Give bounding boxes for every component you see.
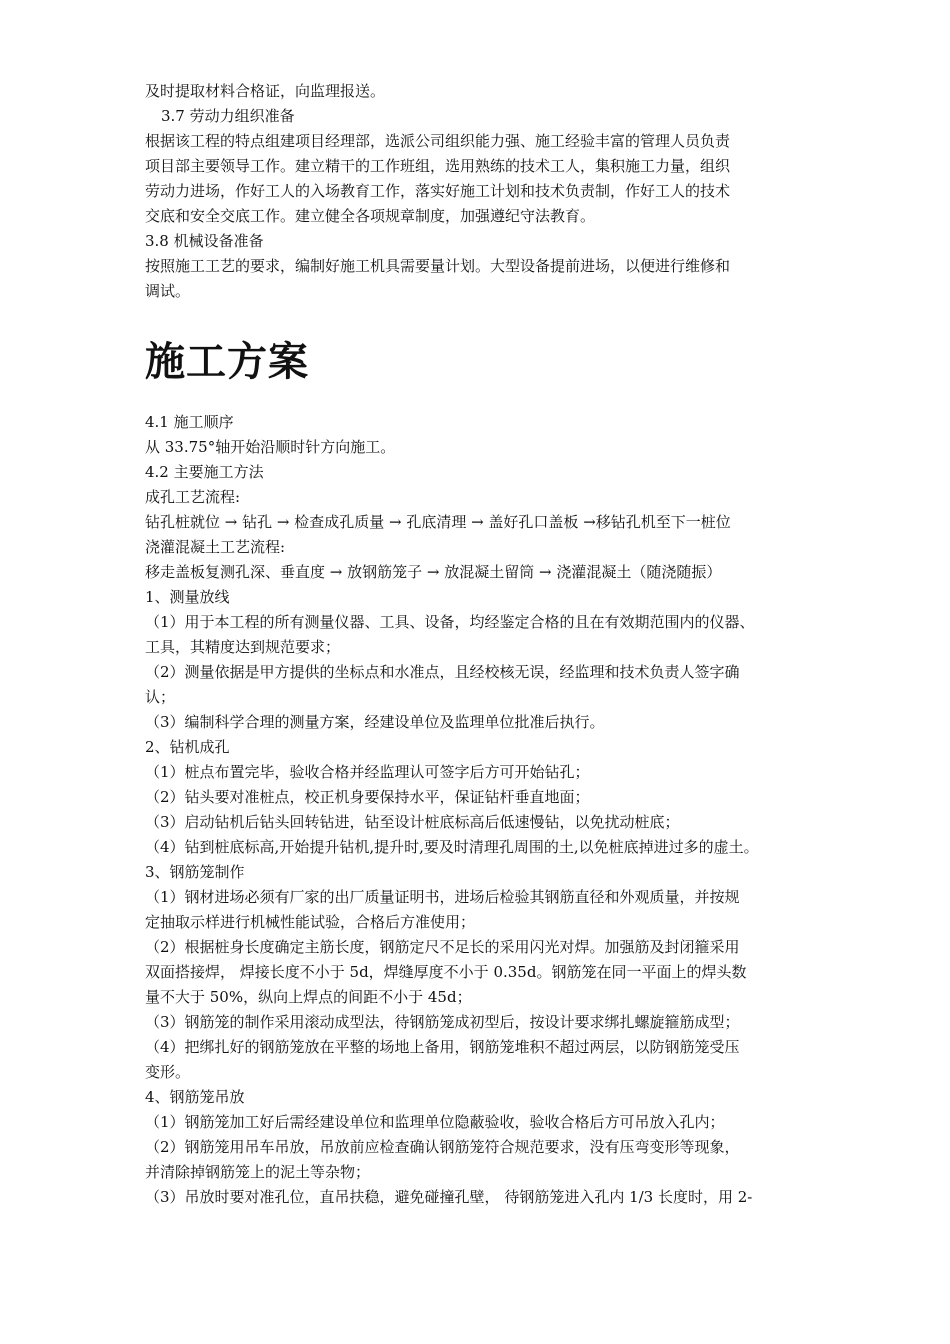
list-item: （2）根据桩身长度确定主筋长度，钢筋定尺不足长的采用闪光对焊。加强筋及封闭箍采用 (145, 938, 740, 956)
list-item: （1）钢材进场必须有厂家的出厂质量证明书，进场后检验其钢筋直径和外观质量，并按规 (145, 888, 740, 906)
subsection-heading: 3、钢筋笼制作 (145, 863, 245, 881)
list-item: （1）用于本工程的所有测量仪器、工具、设备，均经鉴定合格的且在有效期范围内的仪器、 (145, 613, 755, 631)
list-item: （2）钢筋笼用吊车吊放，吊放前应检查确认钢筋笼符合规范要求，没有压弯变形等现象， (145, 1138, 740, 1156)
list-item: （1）钢筋笼加工好后需经建设单位和监理单位隐蔽验收，验收合格后方可吊放入孔内； (145, 1113, 725, 1131)
paragraph-line: 劳动力进场，作好工人的入场教育工作，落实好施工计划和技术负责制，作好工人的技术 (145, 182, 731, 200)
list-item: （3）编制科学合理的测量方案，经建设单位及监理单位批准后执行。 (145, 713, 605, 731)
section-heading: 3.7 劳动力组织准备 (161, 107, 295, 125)
paragraph-line: 从 33.75°轴开始沿顺时针方向施工。 (145, 438, 396, 456)
paragraph-line: 根据该工程的特点组建项目经理部，选派公司组织能力强、施工经验丰富的管理人员负责 (145, 132, 731, 150)
list-item-continuation: 定抽取示样进行机械性能试验，合格后方准使用； (145, 913, 476, 931)
list-item: （3）启动钻机后钻头回转钻进，钻至设计桩底标高后低速慢钻，以免扰动桩底； (145, 813, 680, 831)
paragraph-line: 交底和安全交底工作。建立健全各项规章制度，加强遵纪守法教育。 (145, 207, 596, 225)
list-item-continuation: 量不大于 50%，纵向上焊点的间距不小于 45d； (145, 988, 472, 1006)
list-item: （2）钻头要对准桩点，校正机身要保持水平，保证钻杆垂直地面； (145, 788, 590, 806)
paragraph-line: 调试。 (145, 282, 191, 300)
paragraph-line: 成孔工艺流程: (145, 488, 241, 506)
list-item-continuation: 并清除掉钢筋笼上的泥土等杂物； (145, 1163, 371, 1181)
list-item: （1）桩点布置完毕，验收合格并经监理认可签字后方可开始钻孔； (145, 763, 590, 781)
section-heading: 4.1 施工顺序 (145, 413, 234, 431)
subsection-heading: 2、钻机成孔 (145, 738, 230, 756)
subsection-heading: 1、测量放线 (145, 588, 230, 606)
list-item-continuation: 双面搭接焊， 焊接长度不小于 5d，焊缝厚度不小于 0.35d。钢筋笼在同一平面上的焊头数 (145, 963, 747, 981)
section-heading: 4.2 主要施工方法 (145, 463, 264, 481)
document-body (145, 79, 825, 1210)
process-flow-line: 钻孔桩就位 → 钻孔 → 检查成孔质量 → 孔底清理 → 盖好孔口盖板 →移钻孔机至下一桩位 (145, 513, 731, 531)
list-item: （3）钢筋笼的制作采用滚动成型法，待钢筋笼成初型后，按设计要求绑扎螺旋箍筋成型； (145, 1013, 740, 1031)
list-item: （4）把绑扎好的钢筋笼放在平整的场地上备用，钢筋笼堆积不超过两层，以防钢筋笼受压 (145, 1038, 740, 1056)
subsection-heading: 4、钢筋笼吊放 (145, 1088, 245, 1106)
paragraph-line: 项目部主要领导工作。建立精干的工作班组，选用熟练的技术工人，集积施工力量，组织 (145, 157, 731, 175)
list-item: （2）测量依据是甲方提供的坐标点和水准点，且经校核无误，经监理和技术负责人签字确 (145, 663, 740, 681)
process-flow-line: 移走盖板复测孔深、垂直度 → 放钢筋笼子 → 放混凝土留筒 → 浇灌混凝土（随浇随振） (145, 563, 722, 581)
list-item: （4）钻到桩底标高,开始提升钻机,提升时,要及时清理孔周围的土,以免桩底掉进过多的虚土。 (145, 838, 759, 856)
list-item-continuation: 认； (145, 688, 176, 706)
list-item: （3）吊放时要对准孔位，直吊扶稳，避免碰撞孔壁， 待钢筋笼进入孔内 1/3 长度时，用 2- (145, 1188, 753, 1206)
list-item-continuation: 变形。 (145, 1063, 191, 1081)
section-heading: 3.8 机械设备准备 (145, 232, 264, 250)
list-item-continuation: 工具，其精度达到规范要求； (145, 638, 341, 656)
paragraph-line: 及时提取材料合格证，向监理报送。 (145, 82, 386, 100)
paragraph-line: 浇灌混凝土工艺流程: (145, 538, 286, 556)
paragraph-line: 按照施工工艺的要求，编制好施工机具需要量计划。大型设备提前进场，以便进行维修和 (145, 257, 731, 275)
page-title: 施工方案 (145, 339, 309, 385)
